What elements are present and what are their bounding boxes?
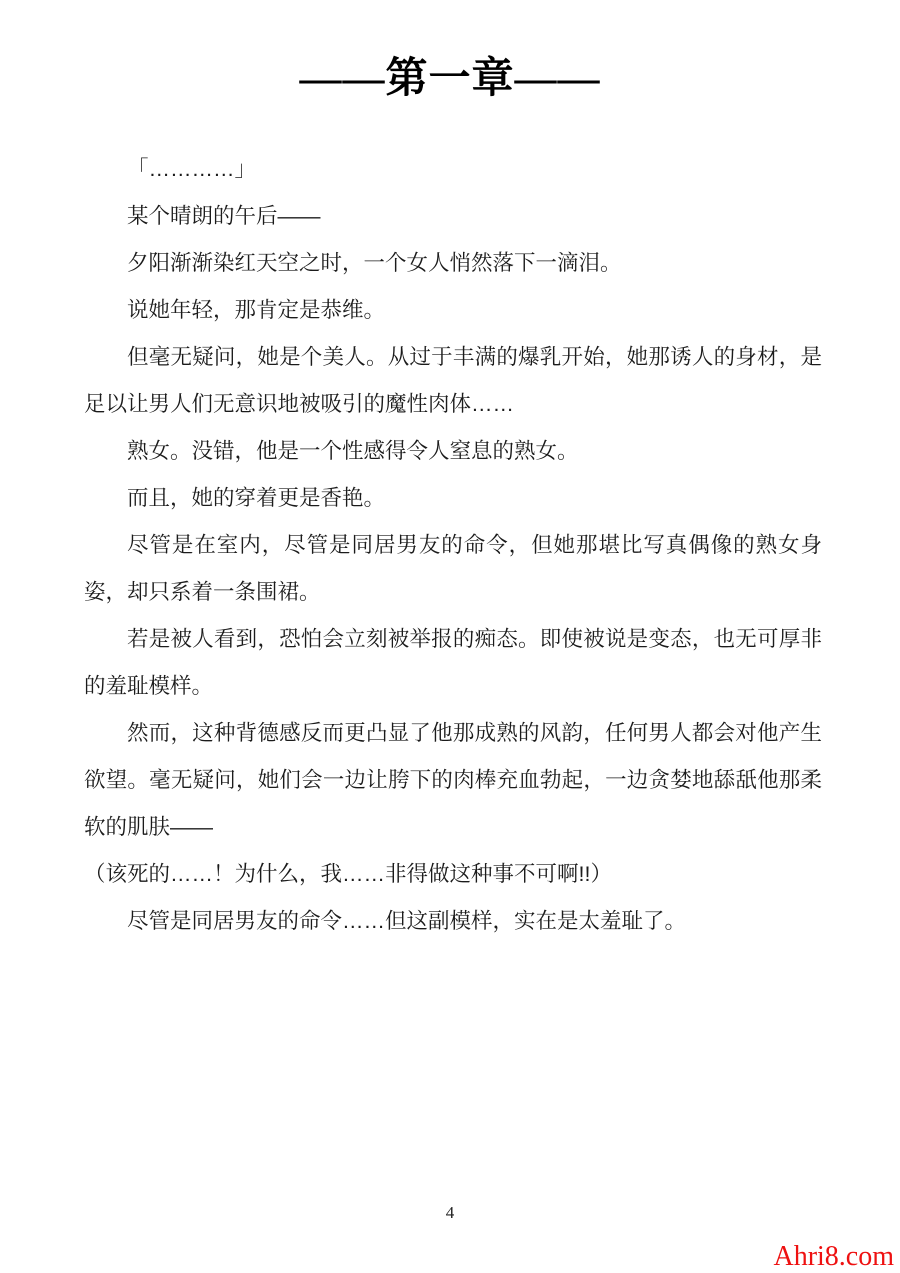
watermark: Ahri8.com — [773, 1241, 894, 1272]
paragraph: 某个晴朗的午后—— — [127, 204, 321, 228]
paragraph: 尽管是同居男友的命令……但这副模样，实在是太羞耻了。 — [127, 909, 687, 933]
paragraph-inner-monologue: （该死的……！为什么，我……非得做这种事不可啊!!） — [84, 862, 612, 886]
paragraph: 「…………」 — [127, 157, 257, 181]
paragraph: 然而，这种背德感反而更凸显了他那成熟的风韵，任何男人都会对他产生欲望。毫无疑问，她们会一边让胯下的肉棒充血勃起，一边贪婪地舔舐他那柔软的肌肤—— — [84, 721, 822, 839]
chapter-title: ——第一章—— — [299, 56, 601, 102]
paragraph: 说她年轻，那肯定是恭维。 — [127, 298, 386, 322]
page-number: 4 — [445, 1203, 455, 1222]
body-text — [84, 146, 822, 945]
paragraph: 而且，她的穿着更是香艳。 — [127, 486, 386, 510]
paragraph: 但毫无疑问，她是个美人。从过于丰满的爆乳开始，她那诱人的身材，是足以让男人们无意识地被吸引的魔性肉体…… — [84, 345, 822, 416]
paragraph: 若是被人看到，恐怕会立刻被举报的痴态。即使被说是变态，也无可厚非的羞耻模样。 — [84, 627, 822, 698]
paragraph: 夕阳渐渐染红天空之时，一个女人悄然落下一滴泪。 — [127, 251, 622, 275]
paragraph: 熟女。没错，他是一个性感得令人窒息的熟女。 — [127, 439, 579, 463]
paragraph: 尽管是在室内，尽管是同居男友的命令，但她那堪比写真偶像的熟女身姿，却只系着一条围裙。 — [84, 533, 822, 604]
